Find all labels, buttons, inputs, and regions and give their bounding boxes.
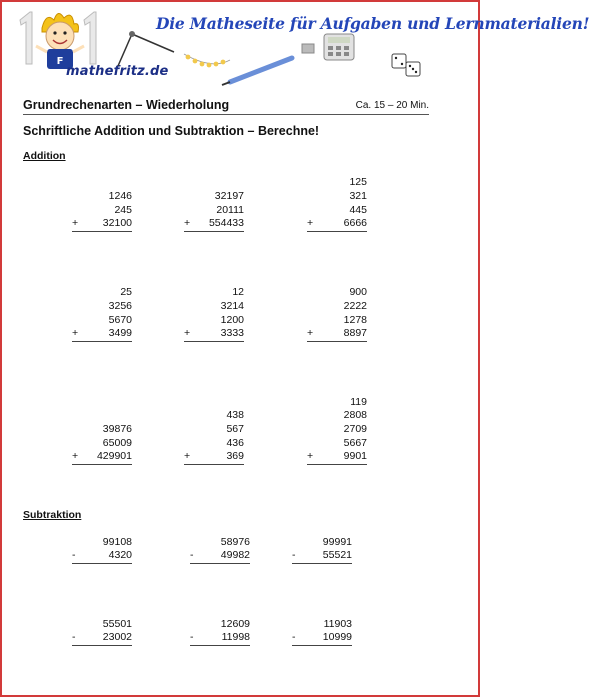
operator-sign: + — [184, 327, 191, 340]
operand: + 3333 — [184, 327, 244, 342]
operand: 58976 — [220, 535, 250, 548]
addition-problem — [307, 396, 367, 465]
subtraction-problem — [72, 536, 132, 564]
operand: 55501 — [102, 617, 132, 630]
section-addition: Addition — [23, 150, 66, 162]
operand: + 9901 — [307, 450, 367, 465]
worksheet-title: Grundrechenarten – Wiederholung — [23, 98, 230, 112]
operand: 438 — [226, 409, 244, 422]
operand: 1246 — [108, 189, 132, 202]
operator-sign: - — [190, 549, 194, 562]
operator-sign: - — [190, 631, 194, 644]
operand: + 554433 — [184, 217, 244, 232]
subtraction-problem — [190, 618, 250, 646]
beads-icon — [184, 54, 230, 67]
pencil-icon — [222, 58, 292, 85]
operator-sign: + — [184, 450, 191, 463]
operator-sign: - — [292, 549, 296, 562]
operand: 20111 — [216, 203, 244, 216]
operand: 1278 — [343, 313, 367, 326]
operator-sign: + — [184, 217, 191, 230]
operand: + 6666 — [307, 217, 367, 232]
title-row — [23, 98, 429, 115]
operand: 25 — [120, 286, 132, 299]
operand: + 429901 — [72, 450, 132, 465]
operand: 39876 — [102, 422, 132, 435]
operand: 900 — [349, 286, 367, 299]
subtraction-problem — [292, 536, 352, 564]
operand: 567 — [226, 422, 244, 435]
operand: 125 — [349, 176, 367, 189]
dice-icon — [392, 54, 420, 76]
operand: 65009 — [102, 436, 132, 449]
operand: 5667 — [343, 436, 367, 449]
operand: 321 — [349, 189, 367, 202]
operand: + 3499 — [72, 327, 132, 342]
operator-sign: - — [292, 631, 296, 644]
brand-name: mathefritz.de — [66, 64, 169, 79]
operand: 445 — [349, 203, 367, 216]
operator-sign: - — [72, 631, 76, 644]
operand: - 23002 — [72, 631, 132, 646]
operand: 2808 — [343, 409, 367, 422]
operand: - 49982 — [190, 549, 250, 564]
header-decoration — [112, 30, 472, 92]
operand: 11903 — [323, 617, 352, 630]
task-instruction: Schriftliche Addition und Subtraktion – Berechne! — [23, 124, 320, 138]
sharpener-icon — [302, 44, 314, 53]
operator-sign: + — [307, 327, 314, 340]
operator-sign: + — [307, 450, 314, 463]
operand: + 32100 — [72, 217, 132, 232]
section-subtraction: Subtraktion — [23, 509, 82, 521]
addition-problem — [184, 409, 244, 465]
operand: 1200 — [220, 313, 244, 326]
operator-sign: + — [307, 217, 314, 230]
subtraction-problem — [190, 536, 250, 564]
addition-problem — [72, 286, 132, 342]
addition-problem — [307, 176, 367, 232]
operand: 12609 — [220, 617, 250, 630]
operator-sign: + — [72, 327, 79, 340]
subtraction-problem — [292, 618, 352, 646]
operand: 2222 — [343, 299, 367, 312]
operand: 5670 — [108, 313, 132, 326]
operand: - 55521 — [292, 549, 352, 564]
operand: + 369 — [184, 450, 244, 465]
header-banner — [2, 2, 589, 94]
operand: 119 — [350, 395, 367, 408]
operand: - 4320 — [72, 549, 132, 564]
operand: 32197 — [214, 189, 244, 202]
mascot-letter: F — [56, 56, 64, 67]
operand: 99108 — [102, 535, 132, 548]
addition-problem — [184, 286, 244, 342]
operand: 99991 — [322, 535, 352, 548]
subtraction-problem — [72, 618, 132, 646]
operator-sign: + — [72, 217, 79, 230]
operand: 245 — [114, 203, 132, 216]
addition-problem — [307, 286, 367, 342]
operand: 436 — [226, 436, 244, 449]
operand: - 11998 — [190, 631, 250, 646]
operand: + 8897 — [307, 327, 367, 342]
time-estimate: Ca. 15 – 20 Min. — [355, 100, 429, 111]
calculator-icon — [324, 34, 354, 60]
operand: 12 — [232, 286, 244, 299]
addition-problem — [184, 190, 244, 232]
operand: - 10999 — [292, 631, 352, 646]
addition-problem — [72, 423, 132, 465]
operator-sign: + — [72, 450, 79, 463]
operand: 2709 — [343, 422, 367, 435]
addition-problem — [72, 190, 132, 232]
compass-icon — [118, 31, 174, 66]
tagline: Die Matheseite für Aufgaben und Lernmaterialien! — [156, 14, 589, 33]
operand: 3214 — [220, 299, 244, 312]
operand: 3256 — [108, 299, 132, 312]
operator-sign: - — [72, 549, 76, 562]
